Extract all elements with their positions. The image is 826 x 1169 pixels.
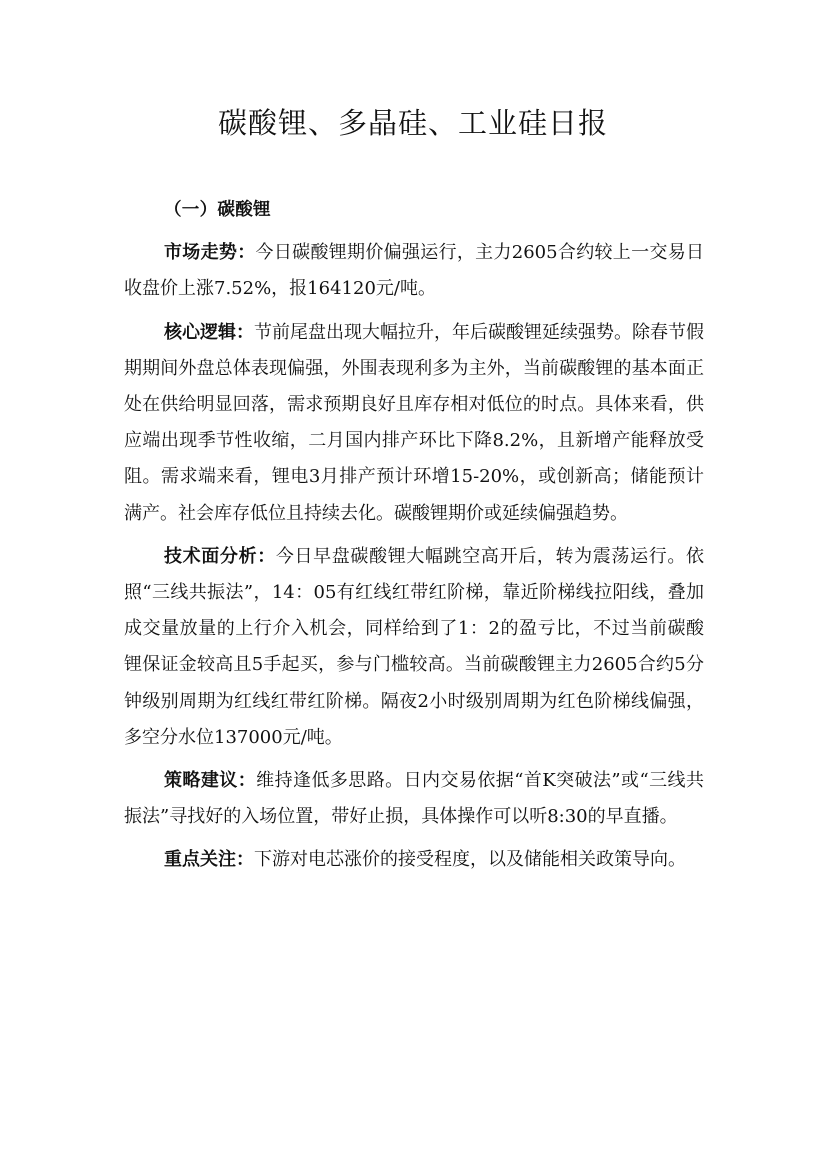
paragraph-text: 今日早盘碳酸锂大幅跳空高开后，转为震荡运行。依照“三线共振法”，14：05有红线红带红阶梯，靠近阶梯线拉阳线，叠加成交量放量的上行介入机会，同样给到了1：2的盈亏比，不过当前碳酸锂保证金较高且5手起买，参与门槛较高。当前碳酸锂主力2605合约5分钟级别周期为红线红带红阶梯。隔夜2小时级别周期为红色阶梯线偏强，多空分水位137000元/吨。 — [124, 545, 704, 748]
report-body — [124, 192, 704, 879]
paragraph-market-trend — [124, 235, 704, 307]
paragraph-label: 重点关注： — [164, 849, 254, 871]
paragraph-technical-analysis — [124, 539, 704, 756]
paragraph-core-logic — [124, 315, 704, 532]
report-title: 碳酸锂、多晶硅、工业硅日报 — [217, 106, 608, 140]
paragraph-strategy — [124, 763, 704, 835]
paragraph-label: 核心逻辑： — [164, 321, 254, 343]
section-heading: （一）碳酸锂 — [164, 200, 271, 220]
paragraph-label: 技术面分析： — [164, 545, 276, 567]
paragraph-label: 策略建议： — [164, 770, 257, 792]
paragraph-key-focus — [124, 842, 704, 878]
paragraph-text: 今日碳酸锂期价偏强运行，主力2605合约较上一交易日收盘价上涨7.52%，报164120元/吨。 — [124, 242, 705, 300]
paragraph-text: 下游对电芯涨价的接受程度，以及储能相关政策导向。 — [254, 849, 686, 871]
paragraph-text: 维持逢低多思路。日内交易依据“首K突破法”或“三线共振法”寻找好的入场位置，带好止损，具体操作可以听8:30的早直播。 — [124, 770, 704, 828]
paragraph-label: 市场走势： — [164, 242, 256, 264]
paragraph-text: 节前尾盘出现大幅拉升，年后碳酸锂延续强势。除春节假期期间外盘总体表现偏强，外围表现利多为主外，当前碳酸锂的基本面正处在供给明显回落，需求预期良好且库存相对低位的时点。具体来看，供应端出现季节性收缩，二月国内排产环比下降8.2%，且新增产能释放受阻。需求端来看，锂电3月排产预计环增15-20%，或创新高；储能预计满产。社会库存低位且持续去化。碳酸锂期价或延续偏强趋势。 — [124, 321, 704, 524]
